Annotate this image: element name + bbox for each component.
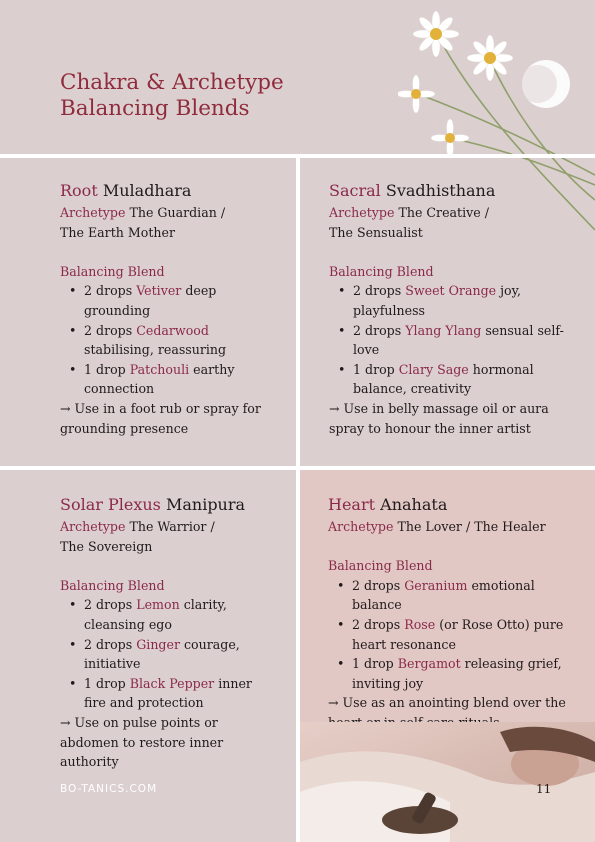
chakra-sanskrit: Anahata [380, 495, 448, 514]
blend-label: Balancing Blend [60, 263, 165, 279]
blend-list [328, 576, 583, 694]
archetype-line [60, 517, 294, 537]
archetype-line-2: The Sovereign [60, 538, 153, 554]
daisy-flower-2 [467, 35, 513, 81]
blend-item: • 2 drops Rose (or Rose Otto) pure heart resonance [328, 615, 583, 654]
chakra-sanskrit: Manipura [165, 495, 246, 514]
usage-line-3: authority [60, 754, 119, 770]
archetype-line [328, 517, 583, 537]
blend-item: • 1 drop Bergamot releasing grief, inviting joy [328, 654, 583, 693]
oil-name: Geranium [404, 577, 468, 593]
archetype-value: The Warrior / [129, 519, 215, 534]
blend-item: • 2 drops Ylang Ylang sensual self- love [329, 321, 579, 360]
daisy-flower-4 [431, 119, 469, 157]
oil-name: Ginger [136, 636, 180, 652]
usage-line-1: → Use on pulse points or [60, 714, 218, 730]
blend-item: • 2 drops Geranium emotional balance [328, 576, 583, 615]
archetype-value: The Lover / The Healer [397, 519, 546, 534]
usage-line-2: spray to honour the inner artist [329, 420, 531, 436]
blend-list [329, 281, 579, 399]
blend-item: • 2 drops Ginger courage, initiative [60, 635, 294, 674]
chakra-name: Sacral [329, 181, 381, 200]
oil-name: Clary Sage [398, 361, 469, 377]
page-number: 11 [536, 782, 552, 796]
archetype-label: Archetype [329, 205, 395, 220]
blend-list [60, 595, 294, 713]
oil-name: Ylang Ylang [405, 322, 482, 338]
archetype-label: Archetype [60, 205, 126, 220]
blend-item: • 2 drops Vetiver deep grounding [60, 281, 294, 320]
oil-name: Lemon [136, 597, 180, 613]
chakra-name: Solar Plexus [60, 495, 161, 514]
page-title-line-1: Chakra & Archetype [60, 70, 284, 95]
oil-name: Bergamot [397, 656, 461, 672]
usage-line-2: abdomen to restore inner [60, 734, 224, 750]
archetype-value: The Creative / [398, 205, 489, 220]
chakra-sanskrit: Muladhara [102, 181, 192, 200]
chakra-card-heart [328, 494, 583, 733]
usage-line-1: → Use as an anointing blend over the [328, 695, 566, 711]
blend-item: • 2 drops Lemon clarity, cleansing ego [60, 595, 294, 634]
chakra-name: Root [60, 181, 98, 200]
archetype-value: The Guardian / [129, 205, 226, 220]
chakra-card-solar-plexus [60, 494, 294, 772]
blend-item: • 1 drop Black Pepper inner fire and protection [60, 674, 294, 713]
blend-item: • 2 drops Sweet Orange joy, playfulness [329, 281, 579, 320]
chakra-heading [329, 180, 579, 202]
blend-label: Balancing Blend [329, 263, 434, 279]
archetype-line [60, 203, 294, 223]
archetype-line-2: The Sensualist [329, 224, 423, 240]
blend-label: Balancing Blend [60, 577, 165, 593]
blend-item: • 1 drop Patchouli earthy connection [60, 360, 294, 399]
oil-name: Cedarwood [136, 322, 209, 338]
blend-item: • 1 drop Clary Sage hormonal balance, creativity [329, 360, 579, 399]
oil-name: Black Pepper [129, 675, 215, 691]
oil-name: Vetiver [136, 283, 182, 299]
blend-list [60, 281, 294, 399]
oil-name: Sweet Orange [405, 283, 497, 299]
chakra-name: Heart [328, 495, 376, 514]
chakra-heading [328, 494, 583, 516]
usage-line-1: → Use in a foot rub or spray for [60, 400, 261, 416]
archetype-label: Archetype [328, 519, 394, 534]
chakra-heading [60, 494, 294, 516]
chakra-heading [60, 180, 294, 202]
archetype-label: Archetype [60, 519, 126, 534]
archetype-line [329, 203, 579, 223]
chakra-card-root [60, 180, 294, 438]
usage-line-2: grounding presence [60, 420, 189, 436]
oil-name: Patchouli [129, 361, 190, 377]
chakra-sanskrit: Svadhisthana [385, 181, 496, 200]
daisy-flower-1 [413, 11, 459, 57]
page-title [60, 70, 284, 122]
daisy-flower-3 [398, 75, 435, 113]
archetype-line-2: The Earth Mother [60, 224, 175, 240]
blend-label: Balancing Blend [328, 558, 433, 574]
chakra-card-sacral [329, 180, 579, 438]
page-title-line-2: Balancing Blends [60, 96, 250, 121]
blend-item: • 2 drops Cedarwood stabilising, reassuring [60, 321, 294, 360]
usage-line-1: → Use in belly massage oil or aura [329, 400, 549, 416]
oil-name: Rose [404, 616, 436, 632]
website-footer: BO-TANICS.COM [60, 783, 158, 795]
